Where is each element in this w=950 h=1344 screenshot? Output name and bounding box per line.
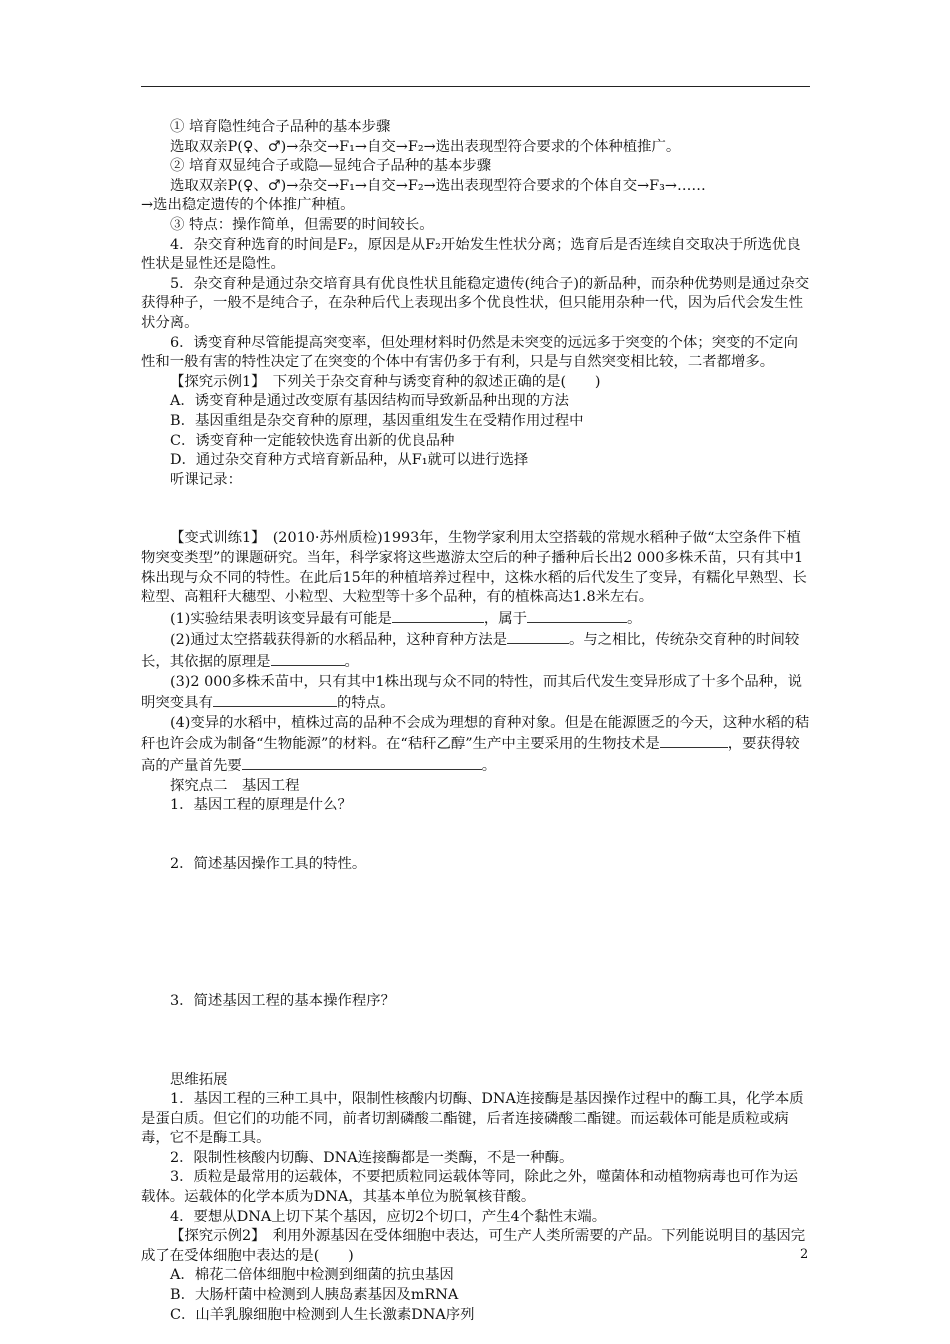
example-1-option-b: B．基因重组是杂交育种的原理，基因重组发生在受精作用过程中 <box>170 412 584 429</box>
variant-1-q4: (4)变异的水稻中，植株过高的品种不会成为理想的育种对象。但是在能源匮乏的今天，这种水稻的秸秆也许会成为制备“生物能源”的材料。在“秸秆乙醇”生产中主要采用的生物技术是 ，要获得较高的产量首先要 。 <box>141 714 810 774</box>
answer-blank[interactable] <box>392 608 484 623</box>
variant-1-intro: 【变式训练1】 (2010·苏州质检)1993年，生物学家利用太空搭载的常规水稻种子做“太空条件下植物突变类型”的课题研究。当年，科学家将这些遨游太空后的种子播种后长出2 000多株禾苗，只有其中1株出现与众不同的特性。在此后15年的种植培养过程中，这株水稻的后代发生了变异，有糯化早熟型、长粒型、高粗秆大穗型、小粒型、大粒型等十多个品种，有的植株高达1.8米左右。 <box>141 530 807 606</box>
example-2-option-c: C．山羊乳腺细胞中检测到人生长激素DNA序列 <box>170 1306 475 1323</box>
header-rule <box>141 86 810 87</box>
example-1-stem: 【探究示例1】 下列关于杂交育种与诱变育种的叙述正确的是( ) <box>170 373 601 390</box>
example-2-option-a: A．棉花二倍体细胞中检测到细菌的抗虫基因 <box>170 1267 454 1284</box>
thinking-point-3: 3．质粒是最常用的运载体，不要把质粒同运载体等同，除此之外，噬菌体和动植物病毒也可作为运载体。运载体的化学本质为DNA，其基本单位为脱氧核苷酸。 <box>141 1169 798 1206</box>
point-2-question-2: 2．简述基因操作工具的特性。 <box>170 855 367 872</box>
answer-blank[interactable] <box>213 692 337 707</box>
thinking-point-1: 1．基因工程的三种工具中，限制性核酸内切酶、DNA连接酶是基因操作过程中的酶工具，化学本质是蛋白质。但它们的功能不同，前者切割磷酸二酯键，后者连接磷酸二酯键。而运载体可能是质粒或病毒，它不是酶工具。 <box>141 1091 804 1147</box>
step-text-1: 选取双亲P(♀、♂)→杂交→F₁→自交→F₂→选出表现型符合要求的个体种植推广。 <box>170 138 681 155</box>
answer-blank[interactable] <box>242 755 482 770</box>
thinking-heading: 思维拓展 <box>170 1071 228 1088</box>
example-2-stem: 【探究示例2】 利用外源基因在受体细胞中表达，可生产人类所需要的产品。下列能说明目的基因完成了在受体细胞中表达的是( ) <box>141 1228 806 1264</box>
thinking-point-4: 4．要想从DNA上切下某个基因，应切2个切口，产生4个黏性末端。 <box>170 1208 607 1225</box>
answer-blank[interactable] <box>660 733 728 748</box>
point-2-question-1: 1．基因工程的原理是什么？ <box>170 797 352 814</box>
thinking-point-2: 2．限制性核酸内切酶、DNA连接酶都是一类酶，不是一种酶。 <box>170 1149 574 1166</box>
paragraph-6: 6．诱变育种尽管能提高突变率，但处理材料时仍然是未突变的远远多于突变的个体；突变的不定向性和一般有害的特性决定了在突变的个体中有害仍多于有利，只是与自然突变相比较，二者都增多。 <box>141 334 798 371</box>
example-1-option-a: A．诱变育种是通过改变原有基因结构而导致新品种出现的方法 <box>170 393 569 410</box>
step-heading-2: ② 培育双显纯合子或隐—显纯合子品种的基本步骤 <box>170 158 492 175</box>
example-1-option-d: D．通过杂交育种方式培育新品种，从F₁就可以进行选择 <box>170 452 529 469</box>
point-2-heading: 探究点二 基因工程 <box>170 777 300 794</box>
answer-blank[interactable] <box>271 651 345 666</box>
answer-blank[interactable] <box>527 608 627 623</box>
point-2-question-3: 3．简述基因工程的基本操作程序？ <box>170 993 396 1010</box>
variant-1-q2: (2)通过太空搭载获得新的水稻品种，这种育种方法是 。与之相比，传统杂交育种的时间较长，其依据的原理是 。 <box>141 629 811 672</box>
step-heading-1: ① 培育隐性纯合子品种的基本步骤 <box>170 119 391 135</box>
lecture-notes-label: 听课记录： <box>170 471 242 488</box>
step-text-2: 选取双亲P(♀、♂)→杂交→F₁→自交→F₂→选出表现型符合要求的个体自交→F₃→…… <box>170 177 706 194</box>
variant-1-q3: (3)2 000多株禾苗中，只有其中1株出现与众不同的特性，而其后代发生变异形成了十多个品种，说明突变具有 的特点。 <box>141 673 802 712</box>
paragraph-5: 5．杂交育种是通过杂交培育具有优良性状且能稳定遗传(纯合子)的新品种，而杂种优势则是通过杂交获得种子，一般不是纯合子，在杂种后代上表现出多个优良性状，但只能用杂种一代，因为后代会发生性状分离。 <box>141 275 810 331</box>
answer-blank[interactable] <box>507 629 569 644</box>
example-1-option-c: C．诱变育种一定能较快选育出新的优良品种 <box>170 432 455 449</box>
step-feature: ③ 特点：操作简单，但需要的时间较长。 <box>170 216 434 233</box>
example-2-option-b: B．大肠杆菌中检测到人胰岛素基因及mRNA <box>170 1287 459 1304</box>
document-body <box>141 118 811 1325</box>
paragraph-4: 4．杂交育种选育的时间是F₂，原因是从F₂开始发生性状分离；选育后是否连续自交取决于所选优良性状是显性还是隐性。 <box>141 236 801 273</box>
step-text-2-cont: →选出稳定遗传的个体推广种植。 <box>141 197 355 214</box>
variant-1-q1: (1)实验结果表明该变异最有可能是 ，属于 。 <box>141 608 811 630</box>
page-number: 2 <box>800 1247 809 1262</box>
